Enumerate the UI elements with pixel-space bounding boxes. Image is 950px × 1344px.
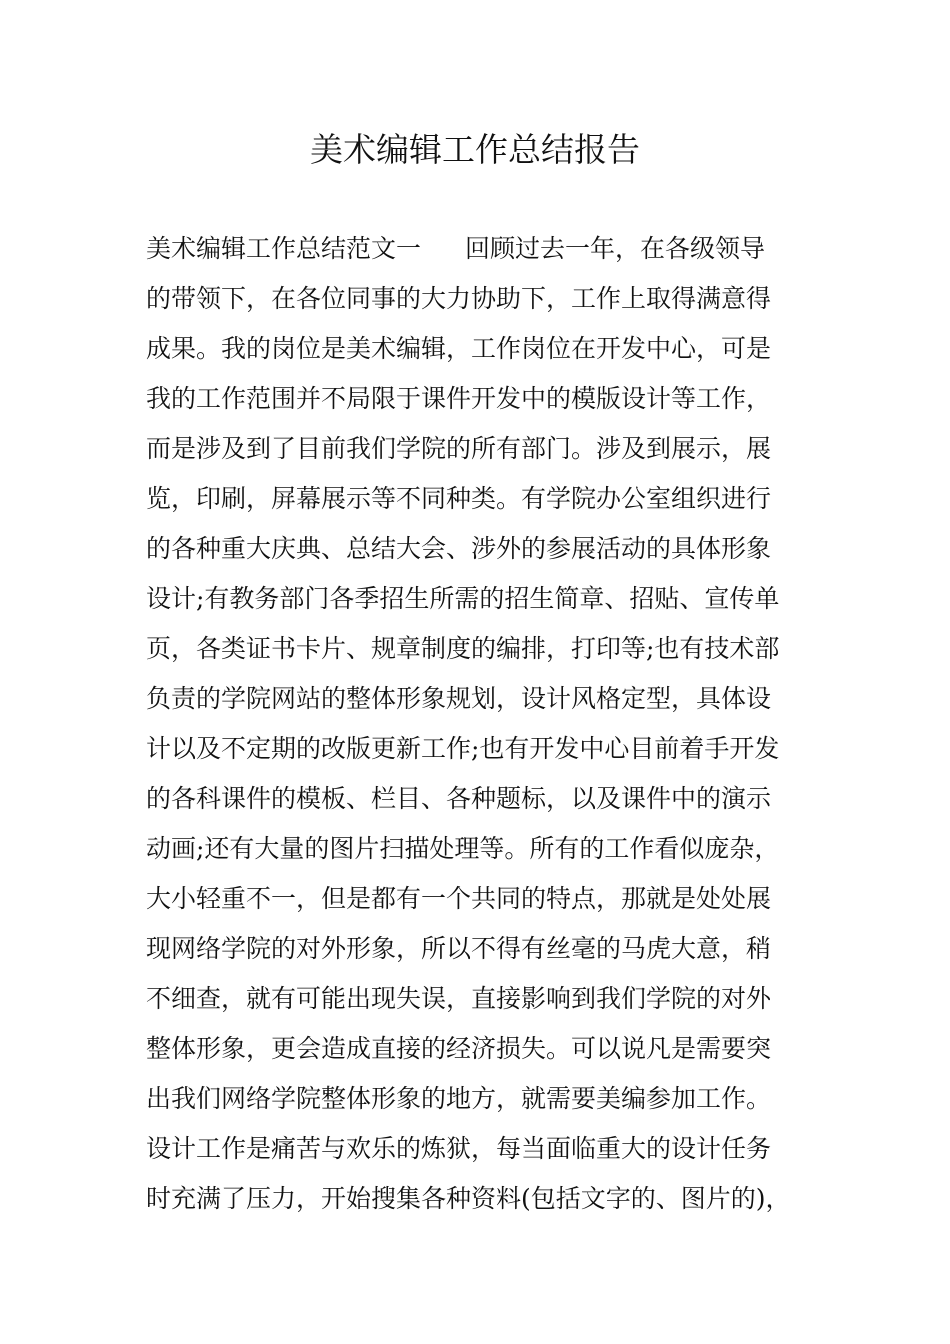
body-line: 出我们网络学院整体形象的地方，就需要美编参加工作。 xyxy=(146,1084,772,1113)
body-line: 设计;有教务部门各季招生所需的招生简章、招贴、宣传单 xyxy=(146,584,780,613)
body-line: 我的工作范围并不局限于课件开发中的模版设计等工作， xyxy=(146,384,772,413)
body-line: 计以及不定期的改版更新工作;也有开发中心目前着手开发 xyxy=(146,734,780,763)
body-line: 成果。我的岗位是美术编辑，工作岗位在开发中心，可是 xyxy=(146,334,772,363)
body-line: 不细查，就有可能出现失误，直接影响到我们学院的对外 xyxy=(146,984,772,1013)
body-line: 设计工作是痛苦与欢乐的炼狱，每当面临重大的设计任务 xyxy=(146,1134,772,1163)
document-title: 美术编辑工作总结报告 xyxy=(310,130,640,169)
body-line: 的带领下，在各位同事的大力协助下，工作上取得满意得 xyxy=(146,284,772,313)
body-line: 大小轻重不一，但是都有一个共同的特点，那就是处处展 xyxy=(146,884,772,913)
body-line: 现网络学院的对外形象，所以不得有丝毫的马虎大意，稍 xyxy=(146,934,772,963)
body-line: 整体形象，更会造成直接的经济损失。可以说凡是需要突 xyxy=(146,1034,772,1063)
section-heading: 美术编辑工作总结范文一 xyxy=(146,234,422,263)
body-line: 时充满了压力，开始搜集各种资料(包括文字的、图片的)， xyxy=(146,1184,791,1213)
body-line: 动画;还有大量的图片扫描处理等。所有的工作看似庞杂， xyxy=(146,834,780,863)
body-line: 页，各类证书卡片、规章制度的编排，打印等;也有技术部 xyxy=(146,634,780,663)
body-line-1 xyxy=(146,224,826,274)
body-line: 的各科课件的模板、栏目、各种题标，以及课件中的演示 xyxy=(146,784,772,813)
body-line: 览，印刷，屏幕展示等不同种类。有学院办公室组织进行 xyxy=(146,484,772,513)
body-line: 的各种重大庆典、总结大会、涉外的参展活动的具体形象 xyxy=(146,534,772,563)
body-line-1-text: 回顾过去一年，在各级领导 xyxy=(465,234,766,263)
body-line: 而是涉及到了目前我们学院的所有部门。涉及到展示，展 xyxy=(146,434,772,463)
body-line: 负责的学院网站的整体形象规划，设计风格定型，具体设 xyxy=(146,684,772,713)
document-body xyxy=(146,224,826,1224)
